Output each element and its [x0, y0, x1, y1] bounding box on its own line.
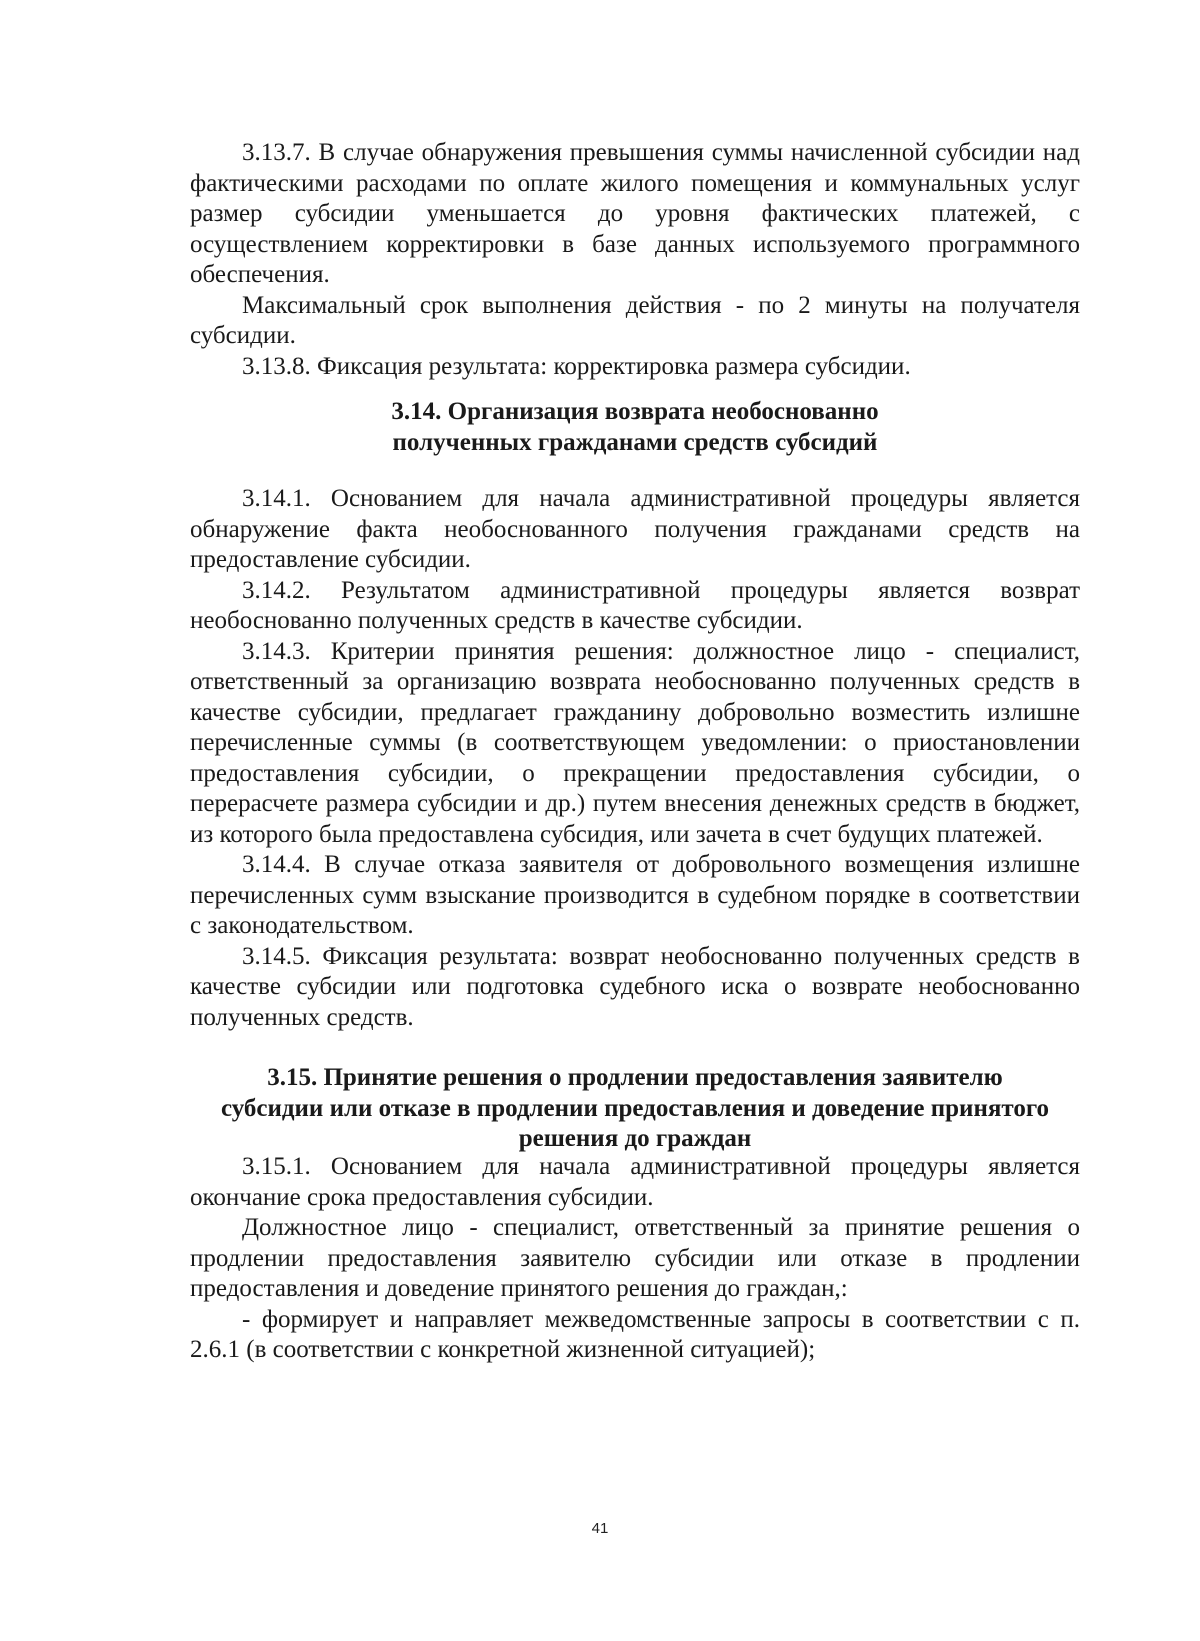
paragraph-3-14-3: 3.14.3. Критерии принятия решения: должностное лицо - специалист, ответственный за организацию возврата необоснованно полученных средств в качестве субсидии, предлагает гражданину добровольно возместить излишне перечисленные суммы (в соответствующем уведомлении: о приостановлении предоставления субсидии, о прекращении предоставления субсидии, о перерасчете размера субсидии и др.) путем внесения денежных средств в бюджет, из которого была предоставлена субсидия, или зачета в счет будущих платежей.	[190, 637, 1080, 848]
heading-3-15-line1: 3.15. Принятие решения о продлении предоставления заявителю	[267, 1064, 1003, 1091]
heading-3-14-line2: полученных гражданами средств субсидий	[392, 428, 878, 456]
heading-3-15-line3: решения до граждан	[518, 1125, 752, 1152]
heading-3-15	[190, 1063, 1080, 1155]
paragraph-3-14-4: 3.14.4. В случае отказа заявителя от добровольного возмещения излишне перечисленных сумм взыскание производится в судебном порядке в соответствии с законодательством.	[190, 851, 1080, 939]
page-number: 41	[591, 1520, 609, 1537]
paragraph-requests: - формирует и направляет межведомственные запросы в соответствии с п. 2.6.1 (в соответствии с конкретной жизненной ситуацией);	[190, 1305, 1080, 1363]
paragraph-official: Должностное лицо - специалист, ответственный за принятие решения о продлении предоставления заявителю субсидии или отказе в продлении предоставления и доведение принятого решения до граждан,:	[190, 1214, 1080, 1302]
section-3-13	[190, 138, 1080, 382]
paragraph-3-14-1: 3.14.1. Основанием для начала административной процедуры является обнаружение факта необоснованного получения гражданами средств на предоставление субсидии.	[190, 485, 1080, 573]
paragraph-3-14-5: 3.14.5. Фиксация результата: возврат необоснованно полученных средств в качестве субсидии или подготовка судебного иска о возврате необоснованно полученных средств.	[190, 942, 1080, 1031]
paragraph-3-14-2: 3.14.2. Результатом административной процедуры является возврат необоснованно полученных средств в качестве субсидии.	[190, 576, 1080, 634]
section-3-15	[190, 1152, 1080, 1366]
paragraph-3-13-7: 3.13.7. В случае обнаружения превышения суммы начисленной субсидии над фактическими расходами по оплате жилого помещения и коммунальных услуг размер субсидии уменьшается до уровня фактических платежей, с осуществлением корректировки в базе данных используемого программного обеспечения.	[190, 139, 1080, 288]
paragraph-3-15-1: 3.15.1. Основанием для начала административной процедуры является окончание срока предоставления субсидии.	[190, 1153, 1080, 1211]
paragraph-3-13-8: 3.13.8. Фиксация результата: корректировка размера субсидии.	[242, 352, 911, 380]
paragraph-max-time: Максимальный срок выполнения действия - по 2 минуты на получателя субсидии.	[190, 291, 1080, 349]
heading-3-14	[190, 397, 1080, 458]
section-3-14	[190, 484, 1080, 1033]
heading-3-14-line1: 3.14. Организация возврата необоснованно	[391, 398, 879, 425]
heading-3-15-line2: субсидии или отказе в продлении предоставления и доведение принятого	[220, 1094, 1050, 1122]
